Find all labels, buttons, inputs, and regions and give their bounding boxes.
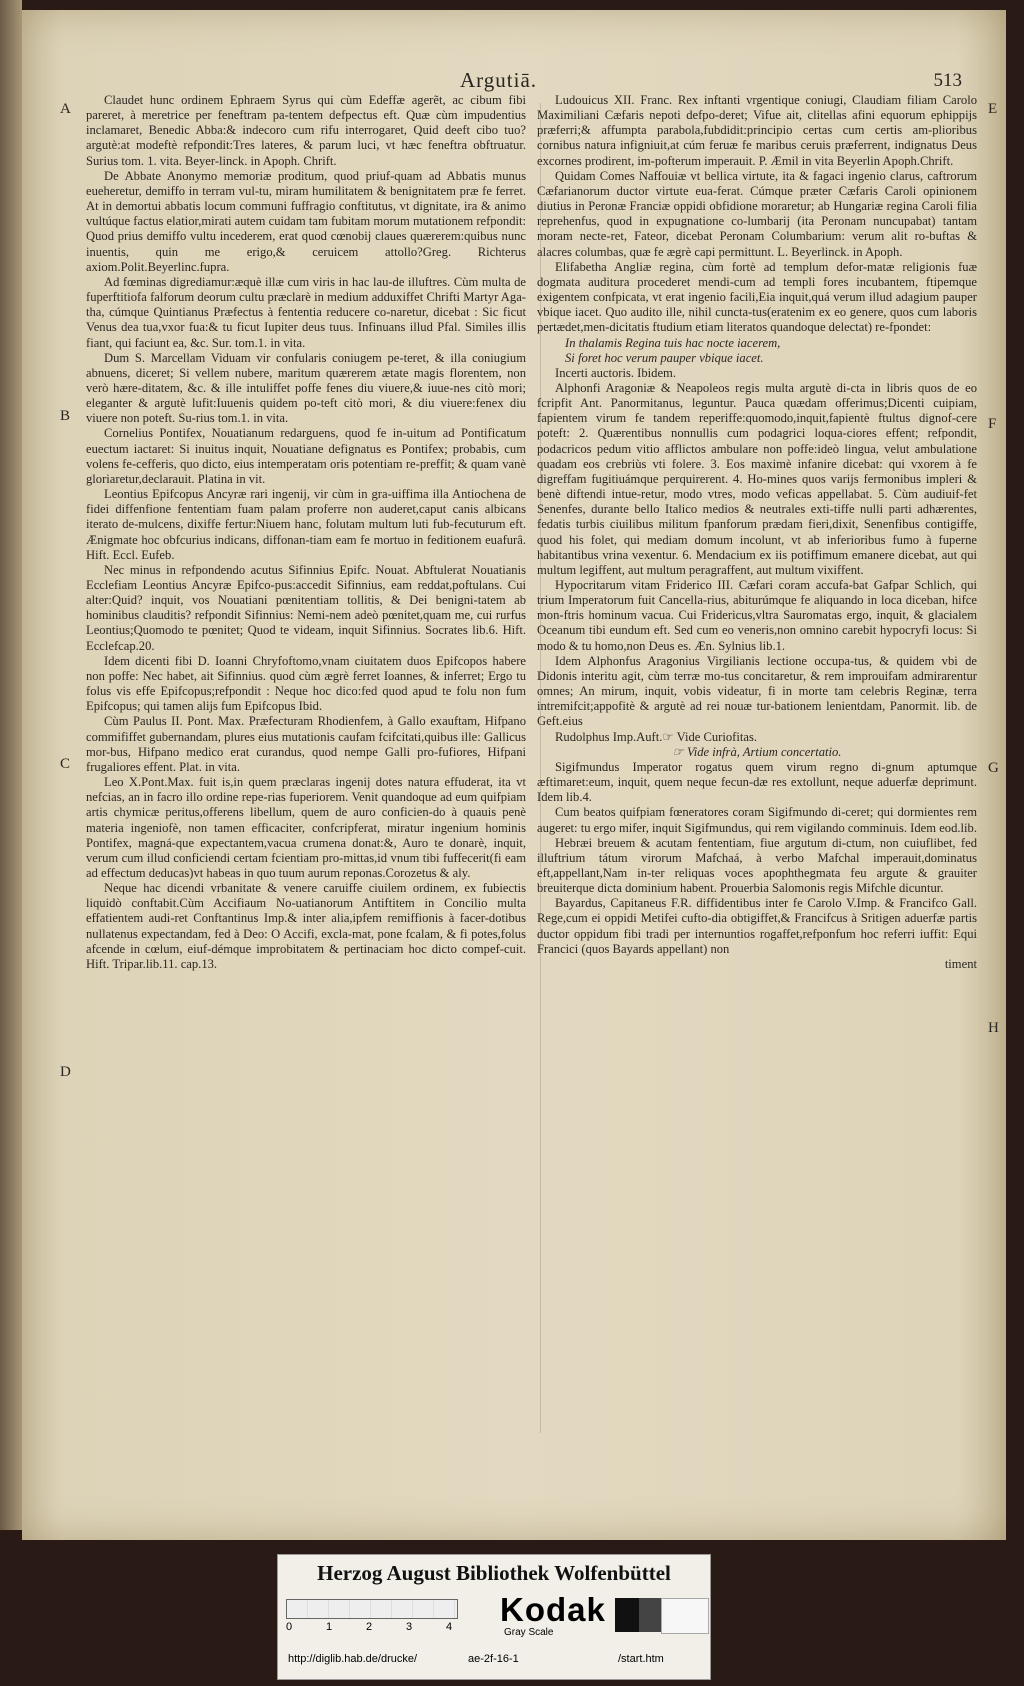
paragraph: Hebræi breuem & acutam fententiam, fiue argutum di-ctum, non cuiuflibet, fed illuftrium tátum virorum Mafchaá, à verbo Mafchal imperauit,dominatus eft,appellant,Nam in-ter reliquas voces apophthegmata feu argute & grauiter breuiterque dicta dominium habent. Prouerbia Salomonis regis Mifchle dicuntur. xyxy=(537,835,977,896)
margin-letter-h: H xyxy=(988,1020,999,1036)
gray-swatch-dark xyxy=(639,1598,661,1632)
running-head: Argutiā. xyxy=(460,68,538,92)
gray-swatch-white xyxy=(661,1598,709,1634)
margin-letter-c: C xyxy=(60,756,71,772)
verse-line: In thalamis Regina tuis hac nocte iacerem, xyxy=(565,335,781,350)
margin-letter-a: A xyxy=(60,101,71,117)
margin-letter-b: B xyxy=(60,408,71,424)
paragraph: Cum beatos quifpiam fœneratores coram Sigifmundo di-ceret; qui dormientes rem augeret: tu ergo mifer, inquit Sigifmundus, qui rem vigilando comminuis. Idem eod.lib. xyxy=(537,805,977,835)
scale-number: 0 xyxy=(286,1621,293,1633)
start-link[interactable]: /start.htm xyxy=(618,1653,664,1665)
paragraph: Hypocritarum vitam Friderico III. Cæfari coram accufa-bat Gafpar Schlich, qui trium Imperatorum fuit Cancella-rius, abiturúmque fe aliquando in loca diceban, hifce mon-ftris hominum vacua. Cui Fridericus,vltra Sauromatas ergo, inquit, & glacialem Oceanum tibi eundum eft. Sed cum eo veneris,non omnino carebit hypocryfi locus: Si modo & tu homo,non Deus es. Æn. Sylnius lib.1. xyxy=(537,578,977,653)
margin-letter-f: F xyxy=(988,416,997,432)
source-url[interactable]: http://diglib.hab.de/drucke/ xyxy=(288,1653,418,1665)
verse-line: Si foret hoc verum pauper vbique iacet. xyxy=(565,350,764,365)
paragraph: Quidam Comes Naffouiæ vt bellica virtute, ita & fagaci ingenio clarus, caftrorum Cæfarianorum ductor virtute eua-ferat. Cúmque præter Cæfaris Caroli opinionem diutius in Peronæ Franciæ oppidi obfidione moraretur; ab Hungariæ regina Caroli filia reprehenfus, quod in expugnatione co-lumbarij (ita Peronam nuncupabat) tantam moram necte-ret, Fateor, dicebat Peronam Columbarium: verum alit ro-buftas & alacres columbas, quæ fe ægrè capi permittunt. L. Beyerlinck. in Apoph. xyxy=(537,168,977,259)
paragraph: Ludouicus XII. Franc. Rex inftanti vrgentique coniugi, Claudiam filiam Carolo Maximiliani Cæfaris nepoti defpo-deret; Vifue ait, clitellas afini equorum ephippijs præferri;& affumpta parabola,fubdidit:principio certas cum certis am-plioribus cornibus natura infigniuit,at cúm feruæ fe maribus ceruis præferrent, indignatus Deus excornes prodirent, im-pofterum imperauit. P. Æmil in vita Beyerlin Apoph.Chrift. xyxy=(537,93,977,168)
paragraph: Leontius Epifcopus Ancyræ rari ingenij, vir cùm in gra-uiffima illa Antiochena de fidei diffenfione fententiam fuam palam proferre non auderet,caput canis albicans iterato de-mulcens, dixiffe fertur:Niuem hanc, folutam multum luti fub-fecuturum eft. Ænigmate hoc obfcurius indicans, diffonan-tiam eam fe mortuo in feditionem euafurâ. Hift. Eccl. Eufeb. xyxy=(86,487,526,562)
scale-number: 4 xyxy=(446,1621,453,1633)
page-number: 513 xyxy=(933,70,962,91)
book-gutter xyxy=(0,0,22,1530)
paragraph: Dum S. Marcellam Viduam vir confularis coniugem pe-teret, & illa coniugium abnuens, diceret; Si vellem nubere, maritum quærerem ætate magis florentem, non verò hære-ditatem, &c. & ille intuliffet poffe fenes diu viuere,& iuue-nes citò mori; eleganter & argutè lufit:Iuuenis quidem po-teft citò mori, & diu viuere:fenex diu viuere non poteft. Su-rius tom.1. in vita. xyxy=(86,350,526,426)
shelfmark: ae-2f-16-1 xyxy=(468,1653,519,1665)
paragraph: Cornelius Pontifex, Nouatianum redarguens, quod fe in-uitum ad Pontificatum euectum iactaret: Si inuitus inquit, Nouatiane defignatus es Pontifex; probabis, cum volens fe-cefferis, quo dicto, eius intemperatam oris potentiam re-preffit; & quam vanè gloriaretur,declarauit. Platina in vit. xyxy=(86,426,526,486)
paragraph: Idem Alphonfus Aragonius Virgilianis lectione occupa-tus, & quidem vbi de Didonis interitu agit, cùm terræ mo-tus concitaretur, & rem improuifam admirarentur omnes; An mirum, inquit, vobis videatur, fi in morte tam celebris Reginæ, terra intremifcit;appofitè & argutè ad rei nouæ tur-bationem lenientdam, Panormit. lib. de Geft.eius xyxy=(537,653,977,729)
paragraph: Elifabetha Angliæ regina, cùm fortè ad templum defor-matæ religionis fuæ dogmata auditura procederet mendi-cum ad templi fores incubantem, ftipemque exigentem confpicata, vt erat ingenio facili,Eia inquit,quá verum illud adagium pauper vbique iacet. Quo audito ille, nihil cuncta-tus(eratenim ex eo genere, quos cum laboris pertædet,men-dicitatis ftudium etiam literatos quandoque delectat) re-fpondet: xyxy=(537,259,977,335)
catchword: timent xyxy=(944,956,977,971)
institution-name: Herzog August Bibliothek Wolfenbüttel xyxy=(317,1561,671,1585)
paragraph: Bayardus, Capitaneus F.R. diffidentibus inter fe Carolo V.Imp. & Francifco Gall. Rege,cum ei oppidi Metifei cufto-dia obtigiffet,& Francifcus à Sritigen aduerfæ partis ductor oppidum fibi tradi per internuntios rogaffet,refponfum hoc referri iuffit: Equi Francici (quos Bayards appellant) non xyxy=(537,896,977,956)
paragraph: Nec minus in refpondendo acutus Sifinnius Epifc. Nouat. Abftulerat Nouatianis Ecclefiam Leontius Ancyræ Epifco-pus:accedit Sifinnius, eam reddat,poftulans. Cui alter:Quid? inquit, vos Nouatiani pœnitentiam tollitis, & Dei benigni-tatem ab hominibus clauditis? refpondit Sifinnius: Nemi-nem adeò pœnitet,quam me, cui rurfus Leontius;Quomodo te pœnitet; Quod te videam, inquit Sifinnius. Socrates lib.6. Hift. Ecclefcap.20. xyxy=(86,562,526,653)
left-column xyxy=(86,93,526,972)
paragraph: Leo X.Pont.Max. fuit is,in quem præclaras ingenij dotes natura effuderat, ita vt nefcias, an in facro illo ordine repe-rias fuperiorem. Venit quandoque ad eum quifpiam artis chymicæ peritus,offerens libellum, quem de auro conficien-do à quauis penè materia ingeniofè, non tamen efficaciter, confcripferat, miratur ingenium hominis Pontifex, magná-que expectantem,vacua crumena donat:&, Auro te donarè, inquit, verum cum illud conficiendi certam fcientiam pro-mittas,id vnum tibi fuffecerit(fi eam ad effectum deducas)vt habeas in quo tuum aurum reponas.Corozetus & aly. xyxy=(86,775,526,880)
paragraph: De Abbate Anonymo memoriæ proditum, quod priuf-quam ad Abbatis munus eueheretur, demiffo in terram vul-tu, miram humilitatem & benignitatem præ fe ferret. At in demortui abbatis locum communi fuffragio conftitutus, vt dignitate, ira & animo vultúque factus elatior,mirati autem cuidam tam fubitam morum mutationem refpondit: Quod prius demiffo vultu incederem, erat quod cœnobij claues quærerem:quibus nunc inuentis, quin me erigo,& ceruicem attollo?Greg. Richterus axiom.Polit.Beyerlinc.fupra. xyxy=(86,168,526,274)
paragraph: Rudolphus Imp.Auft.☞ Vide Curiofitas. xyxy=(555,729,757,744)
scale-number: 3 xyxy=(406,1621,413,1633)
scan-color-bar xyxy=(277,1554,711,1680)
paragraph: Idem dicenti fibi D. Ioanni Chryfoftomo,vnam ciuitatem duos Epifcopos habere non poffe: Nec habet, ait Sifinnius. quod cùm ægrè ferret Ioannes, & inferret; Ergo tu folus vis effe Epifcopus;refpondit : Neque hoc dico:fed quod apud te folu non fum Epifcopus; qui tamen alijs fum Epifcopus Ibid. xyxy=(86,653,526,714)
kodak-logo: Kodak xyxy=(500,1591,606,1628)
paragraph: Alphonfi Aragoniæ & Neapoleos regis multa argutè di-cta in libris quos de eo fcripfit Ant. Panormitanus, leguntur. Pauca quædam offerimus;Dicenti cuipiam, fapientem virum fe tandem reperiffe:quomodo,inquit,fapientè ftultus dignof-cere poteft: 2. Quærentibus nonnullis cum podagrici loqua-ciores effent; refpondit, podacricos pedum vitio afflictos ambulare non poffe:ideò lingua, velut ambulatione quadam eos crebriùs vti folere. 3. Eos maximè infanire dicebat: qui vxorem à fe digreffam fugitiuámque perquirerent. 4. Ho-mines quos varijs fermonibus impleri & benè diftendi intue-retur, modo vtres, modo veficas appellabat. 5. Cùm audiuif-fet Senenfes, durante bello Italico medios & neutrales exti-tiffe nulli parti adhærentes, fedatis turbis ciuilibus militum fpanforum prædam fieri,dixit, Senenfibus contigiffe, quod his folet, qui mediam domum incolunt, vt ab inferioribus fumo à fuperne habitantibus vrina vexentur. 6. Mendacium ex iis potiffimum emanere dicebat, aut qui multum legiffent, aut multum peragraffent, aut multum vixiffent. xyxy=(537,380,977,577)
scale-number: 2 xyxy=(366,1621,373,1633)
paragraph: ☞ Vide infrà, Artium concertatio. xyxy=(672,744,842,759)
paragraph: Ad fœminas digrediamur:æquè illæ cum viris in hac lau-de illuftres. Cùm multa de fuperftitiofa falforum deorum cultu præclarè in medium adduxiffet Chrifti Martyr Aga-tha, cúmque Quintianus Præfectus à fententia reducere co-naretur, dicebat : Sic ficut Venus dea tua,vxor fua:& tu ficut Iupiter deus tuus. Infinuans illud Pfal. Similes illis fiant, qui faciunt ea, &c. Sur. tom.1. in vita. xyxy=(86,274,526,350)
margin-letter-g: G xyxy=(988,760,999,776)
paragraph: Incerti auctoris. Ibidem. xyxy=(555,365,676,380)
paragraph: Claudet hunc ordinem Ephraem Syrus qui cùm Edeffæ agerẽt, ac cibum fibi pareret, à meretrice per feneftram pa-tentem defpectus eft. Quæ cùm impudentius inclamaret, Benedic Abba:& indecoro cum rifu interrogaret, Quid deeft cibo tuo?argutè:at modeftè refpondit:Tres lateres, & parum luci, vt hæc feneftra obftruatur. Surius tom. 1. vita. Beyer-linck. in Apoph. Chrift. xyxy=(86,93,526,168)
paragraph: Sigifmundus Imperator rogatus quem virum regno di-gnum aptumque æftimaret:eum, inquit, quem neque fecun-dæ res extollunt, neque aduerfæ deprimunt. Idem lib.4. xyxy=(537,759,977,805)
paragraph: Cùm Paulus II. Pont. Max. Præfecturam Rhodienfem, à Gallo exauftam, Hifpano commififfet gubernandam, plures eius mutationis caufam fcifcitati,quibus ille: Gallicus mor-bus, Hifpano medico erat curandus, quod nempe Galli pro-fufiores, Hifpani frugaliores effent. Plat. in vita. xyxy=(86,714,526,774)
margin-letter-e: E xyxy=(988,101,998,117)
gray-swatch-black xyxy=(615,1598,639,1632)
scale-number: 1 xyxy=(326,1621,333,1633)
right-column xyxy=(537,93,977,972)
ruler-scale xyxy=(286,1599,458,1619)
gray-scale-label: Gray Scale xyxy=(504,1627,554,1638)
margin-letter-d: D xyxy=(60,1064,71,1080)
paragraph: Neque hac dicendi vrbanitate & venere caruiffe ciuilem ordinem, ex fubiectis liquidò conftabit.Cùm Accifiaum No-uatianorum Antiftitem in Concilio multa effatientem audi-ret Conftantinus Imp.& inter alia,ipfem remiffionis à facer-dotibus nullatenus expectandam, fed à Deo: O Accifi, excla-mat, pone fcalam, & fi potes,folus afcende in cœlum, eiuf-démque improbitatem & pertinaciam hoc dicto compef-cuit. Hift. Tripar.lib.11. cap.13. xyxy=(86,881,526,971)
